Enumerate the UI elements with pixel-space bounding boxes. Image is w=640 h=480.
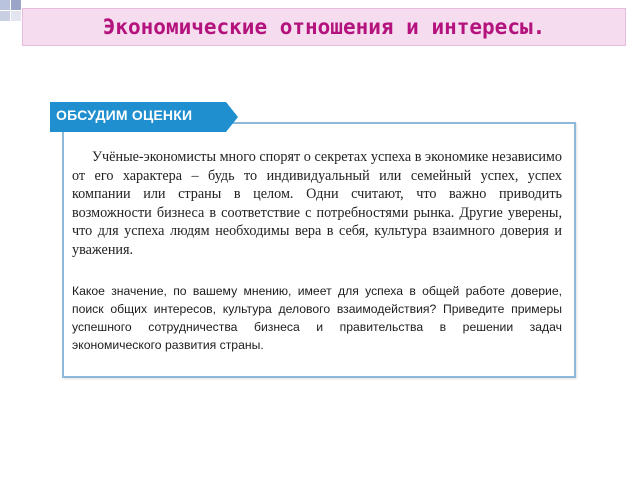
body-paragraph: Учёные-экономисты много спорят о секретах успеха в экономике независимо от его характера – будь то индивидуальный или семейный успех, успех компании или страны в целом. Одни считают, что важно приводить возможности бизнеса в соответствие с потребностями рынка. Другие уверены, что для успеха людям необходимы вера в себя, культура взаимного доверия и уважения. xyxy=(72,149,562,258)
corner-square xyxy=(0,0,10,10)
section-label: ОБСУДИМ ОЦЕНКИ xyxy=(56,107,193,123)
corner-square xyxy=(0,11,10,21)
question-paragraph: Какое значение, по вашему мнению, имеет для успеха в общей работе доверие, поиск общих интересов, культура делового взаимодействия? Приведите примеры успешного сотрудничества бизнеса и правительства в решении задач экономического развития страны. xyxy=(72,284,562,352)
corner-decoration xyxy=(0,0,22,22)
slide-title: Экономические отношения и интересы. xyxy=(22,8,626,46)
corner-square xyxy=(11,11,21,21)
corner-square xyxy=(11,0,21,10)
section-tab xyxy=(50,102,240,132)
